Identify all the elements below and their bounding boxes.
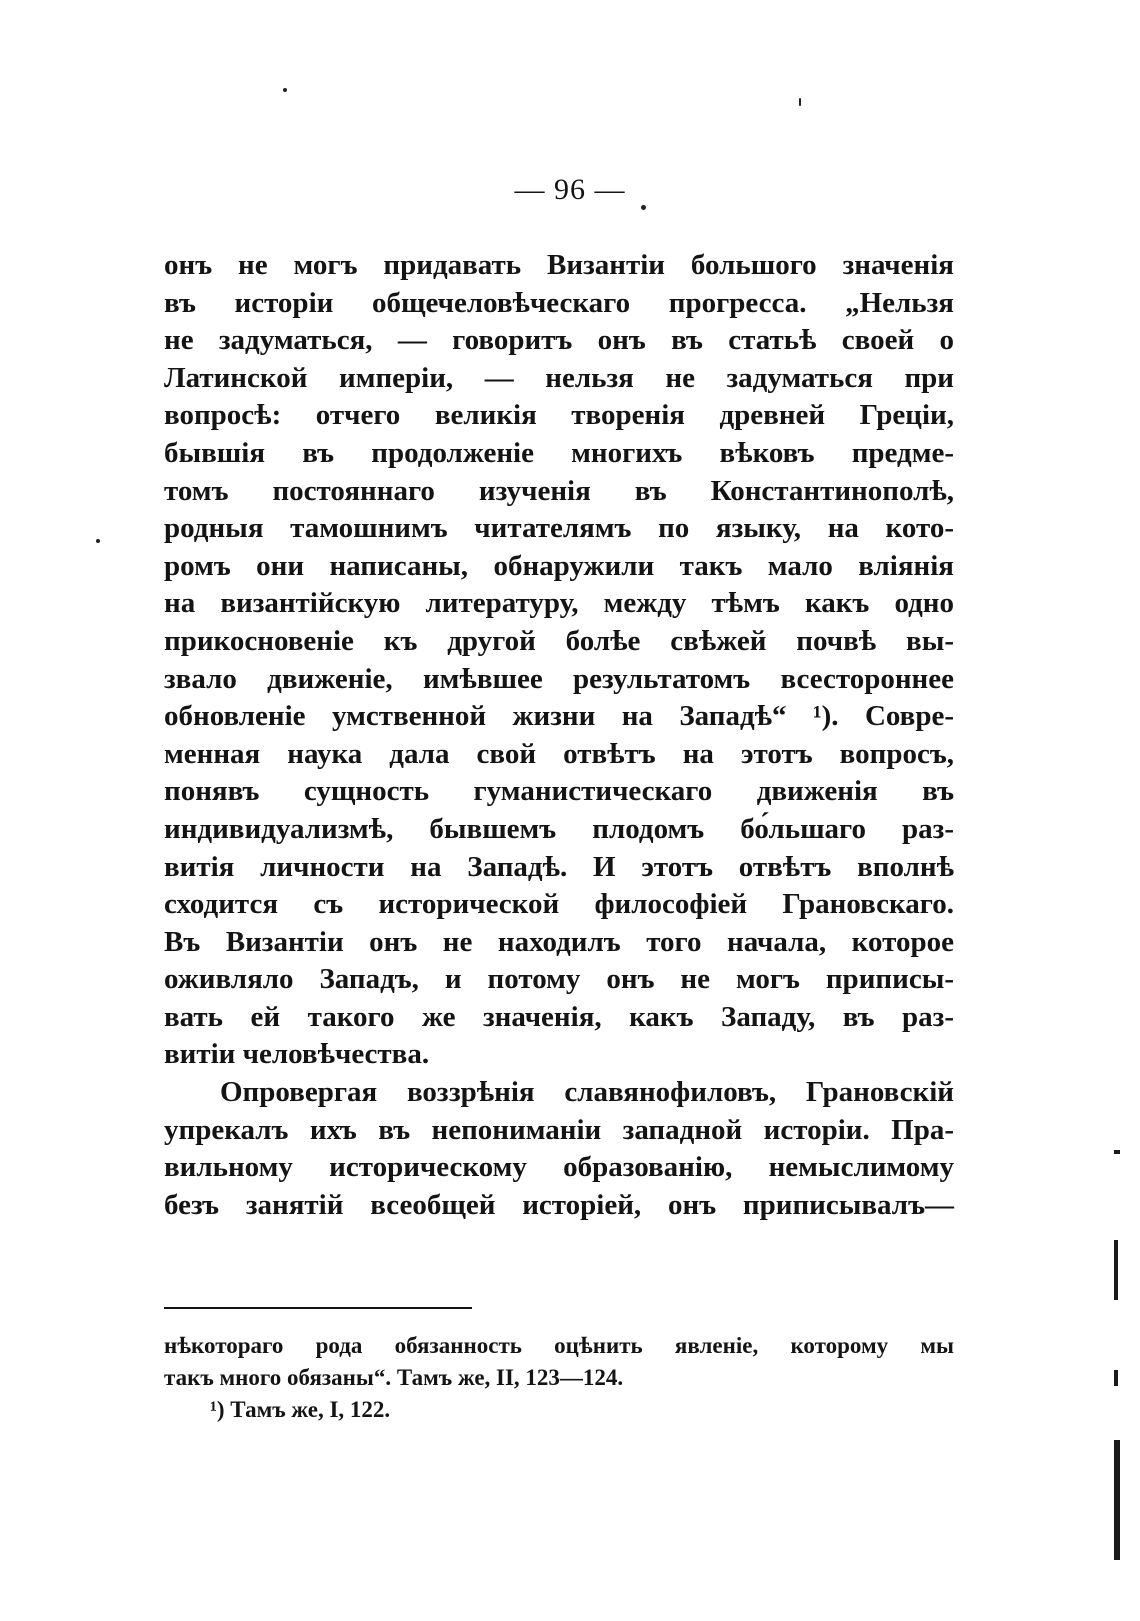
text-line: бывшія въ продолженіе многихъ вѣковъ предме-: [164, 436, 954, 469]
scan-speck: [799, 98, 801, 106]
page-number: — 96 —: [514, 173, 626, 206]
scan-edge-mark: [1114, 1440, 1120, 1560]
text-line: витіи человѣчества.: [164, 1038, 430, 1071]
scan-edge-mark: [1114, 1370, 1118, 1386]
text-line: сходится съ исторической философіей Грановскаго.: [164, 888, 954, 921]
scan-edge-mark: [1114, 1240, 1118, 1300]
text-line: безъ занятій всеобщей исторіей, онъ приписывалъ—: [164, 1188, 954, 1221]
footnote-rule: [164, 1307, 472, 1309]
text-line: родныя тамошнимъ читателямъ по языку, на кото-: [164, 512, 954, 545]
text-line: на византійскую литературу, между тѣмъ какъ одно: [164, 587, 954, 620]
text-line: звало движеніе, имѣвшее результатомъ всестороннее: [164, 662, 954, 695]
text-line: прикосновеніе къ другой болѣе свѣжей почвѣ вы-: [164, 624, 954, 657]
footnote-1: ¹) Тамъ же, I, 122.: [210, 1397, 391, 1422]
text-line: понявъ сущность гуманистическаго движенія въ: [164, 775, 954, 808]
text-line: онъ не могъ придавать Византіи большого значенія: [164, 249, 954, 281]
footnote-line: такъ много обязаны“. Тамъ же, II, 123—124.: [164, 1365, 624, 1390]
text-line: Латинской имперіи, — нельзя не задуматься при: [164, 361, 954, 394]
text-line: томъ постояннаго изученія въ Константинополѣ,: [164, 474, 954, 507]
scan-speck: [283, 88, 287, 92]
text-line: менная наука дала свой отвѣтъ на этотъ вопросъ,: [164, 737, 954, 770]
text-line: ромъ они написаны, обнаружили такъ мало вліянія: [164, 549, 954, 582]
text-line: въ исторіи общечеловѣческаго прогресса. „Нельзя: [164, 286, 954, 319]
footnotes: [164, 1330, 954, 1426]
text-line: Въ Византіи онъ не находилъ того начала, которое: [164, 925, 954, 958]
scan-speck: [96, 539, 100, 543]
text-line: индивидуализмѣ, бывшемъ плодомъ бо́льшаго раз-: [164, 812, 954, 845]
text-line: обновленіе умственной жизни на Западѣ“ ¹). Совре-: [164, 700, 954, 733]
text-line: упрекалъ ихъ въ непониманіи западной исторіи. Пра-: [164, 1113, 954, 1146]
text-line: вильному историческому образованію, немыслимому: [164, 1151, 954, 1184]
footnote-line: нѣкотораго рода обязанность оцѣнить явленіе, которому мы: [164, 1333, 954, 1358]
text-line: вопросѣ: отчего великія творенія древней Греціи,: [164, 399, 954, 432]
scan-speck: [641, 205, 646, 210]
text-line: вать ей такого же значенія, какъ Западу, въ раз-: [164, 1000, 954, 1033]
scan-edge-mark: [1114, 1150, 1120, 1154]
text-line: не задуматься, — говоритъ онъ въ статьѣ своей о: [164, 324, 954, 357]
text-line: оживляло Западъ, и потому онъ не могъ приписы-: [164, 963, 954, 996]
text-line: витія личности на Западѣ. И этотъ отвѣтъ вполнѣ: [164, 850, 954, 883]
main-text: [164, 247, 954, 1224]
paragraph-start-line: Опровергая воззрѣнія славянофиловъ, Грановскій: [220, 1076, 954, 1109]
